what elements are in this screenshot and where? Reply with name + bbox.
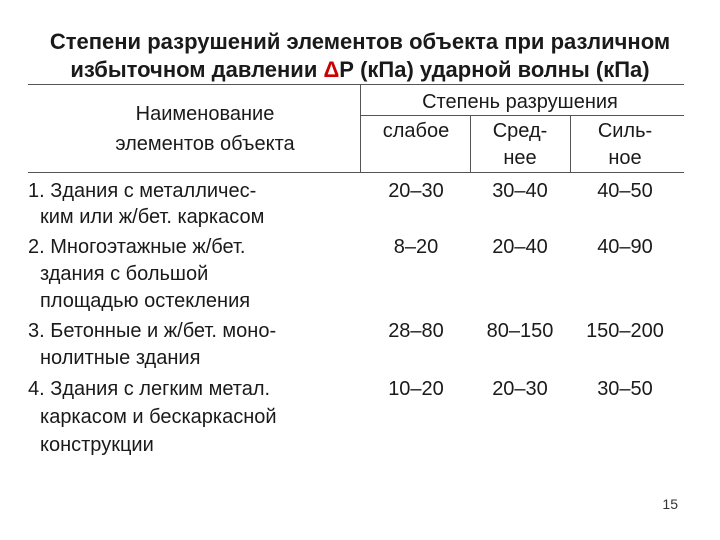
header-name-line-2: элементов объекта bbox=[115, 133, 295, 155]
row-3-medium: 80–150 bbox=[486, 320, 554, 342]
header-divider-name bbox=[360, 84, 361, 172]
title-line-2-part-c: ударной волны (кПа) bbox=[413, 57, 650, 82]
row-4-name-line-3: конструкции bbox=[40, 434, 154, 456]
row-4-name-line-2: каркасом и бескаркасной bbox=[40, 406, 277, 428]
row-3-name-line-1: 3. Бетонные и ж/бет. моно- bbox=[28, 320, 277, 342]
row-1-name-line-2: ким или ж/бет. каркасом bbox=[40, 206, 265, 228]
row-2-medium: 20–40 bbox=[492, 236, 548, 258]
header-divider-medium-strong bbox=[570, 115, 571, 172]
row-4-strong: 30–50 bbox=[597, 378, 653, 400]
header-strong-line-2: ное bbox=[608, 147, 642, 169]
title-pressure-unit: Р (кПа) bbox=[339, 57, 414, 82]
row-3-strong: 150–200 bbox=[586, 320, 664, 342]
row-1-name-line-1: 1. Здания с металличес- bbox=[28, 180, 257, 202]
header-medium-line-2: нее bbox=[503, 147, 537, 169]
page-number: 15 bbox=[662, 496, 678, 512]
header-damage-degree: Степень разрушения bbox=[422, 91, 618, 113]
row-4-medium: 20–30 bbox=[492, 378, 548, 400]
header-group-underline bbox=[360, 115, 684, 116]
header-bottom-border bbox=[28, 172, 684, 173]
table-top-border bbox=[28, 84, 684, 85]
row-2-name-line-2: здания с большой bbox=[40, 263, 209, 285]
header-weak: слабое bbox=[382, 120, 450, 142]
row-1-weak: 20–30 bbox=[388, 180, 444, 202]
header-divider-weak-medium bbox=[470, 115, 471, 172]
delta-symbol: Δ bbox=[323, 57, 340, 82]
slide-title-line-2 bbox=[0, 55, 720, 85]
header-medium-line-1: Сред- bbox=[492, 120, 548, 142]
slide-title-line-1: Степени разрушений элементов объекта при различном bbox=[49, 29, 671, 54]
row-4-name-line-1: 4. Здания с легким метал. bbox=[28, 378, 271, 400]
header-strong-line-1: Силь- bbox=[597, 120, 653, 142]
row-2-strong: 40–90 bbox=[597, 236, 653, 258]
row-4-weak: 10–20 bbox=[388, 378, 444, 400]
title-line-2-part-a: избыточном давлении bbox=[70, 57, 324, 82]
row-3-weak: 28–80 bbox=[388, 320, 444, 342]
row-2-name-line-3: площадью остекления bbox=[40, 290, 251, 312]
row-1-medium: 30–40 bbox=[492, 180, 548, 202]
header-name-line-1: Наименование bbox=[135, 103, 275, 125]
row-3-name-line-2: нолитные здания bbox=[40, 347, 201, 369]
row-2-name-line-1: 2. Многоэтажные ж/бет. bbox=[28, 236, 246, 258]
row-2-weak: 8–20 bbox=[393, 236, 439, 258]
row-1-strong: 40–50 bbox=[597, 180, 653, 202]
